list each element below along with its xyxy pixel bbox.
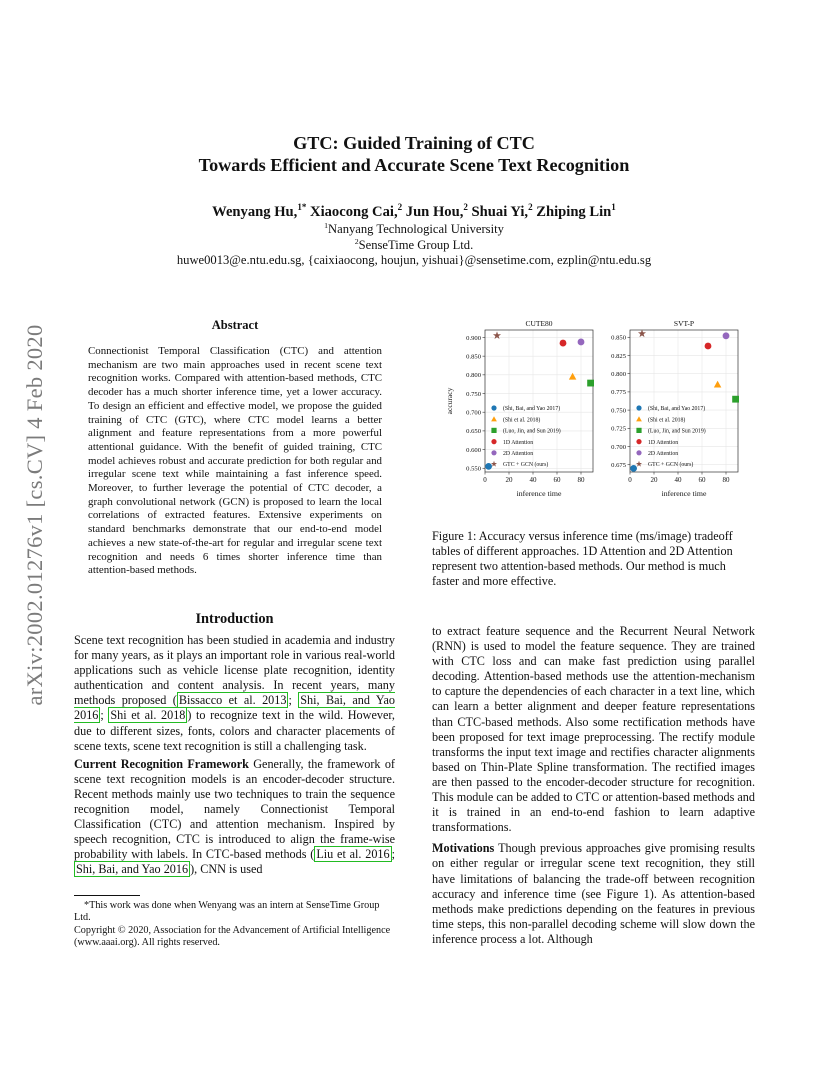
paragraph-run-in-heading: Current Recognition Framework xyxy=(74,756,249,771)
affiliation-text: SenseTime Group Ltd. xyxy=(358,238,474,252)
panel-1-x-tick-label: 80 xyxy=(577,476,585,484)
affiliation-2 xyxy=(100,237,728,253)
panel-1-y-tick-label: 0.800 xyxy=(466,372,481,380)
author-emails: huwe0013@e.ntu.edu.sg, {caixiaocong, houjun, yishuai}@sensetime.com, ezplin@ntu.edu.sg xyxy=(176,253,652,267)
affiliation-mark: 2 xyxy=(354,236,359,246)
panel-1-data-point xyxy=(569,373,576,380)
author-name: Wenyang Hu, xyxy=(212,204,298,220)
author-affil-mark: 1 xyxy=(611,202,616,213)
author-name: Jun Hou, xyxy=(402,204,464,220)
right-paragraph-1: to extract feature sequence and the Recurrent Neural Network (RNN) is used to model the feature sequence. They are trained with CTC loss and can make fast prediction using parallel decoding. Attention-based methods use the attention-mechanism to capture the dependencies of each character in a text line, which can learn a better alignment and deeper feature representations than CTC-based methods. Also some rectification methods have been proposed for text image preprocessing. The rectify module transforms the input text image and rectifies character alignments based on Thin-Plate Spline transformation. The rectified images are then passed to the encoder-decoder structure for recognition. This module can be added to CTC or attention-based methods and it is trained in an end-to-end fashion to learn adaptive transformations. xyxy=(432,624,755,835)
intro-paragraph-2 xyxy=(74,757,395,878)
panel-2-y-tick-label: 0.850 xyxy=(611,334,626,342)
title-line-2: Towards Efficient and Accurate Scene Text Recognition xyxy=(198,155,630,175)
right-column-text xyxy=(432,624,755,947)
paper-title xyxy=(100,132,728,176)
panel-2-x-tick-label: 60 xyxy=(698,476,706,484)
panel-1-legend-label: (Luo, Jin, and Sun 2019) xyxy=(503,428,561,435)
author-name: Xiaocong Cai, xyxy=(306,204,398,220)
footnotes xyxy=(74,900,395,950)
abstract-heading: Abstract xyxy=(211,318,259,332)
citation-sep: ; xyxy=(100,708,109,723)
panel-2-data-point xyxy=(705,343,712,350)
figure-caption: Figure 1: Accuracy versus inference time (ms/image) tradeoff tables of different approaches. 1D Attention and 2D Attention represent two attention-based methods. Our method is much faster and more effective. xyxy=(432,529,733,589)
panel-1-data-point xyxy=(493,331,501,339)
abstract-body: Connectionist Temporal Classification (CTC) and attention mechanism are two main approaches used in recent scene text recognition works. Compared with attention-based methods, CTC decoder has a much shorter inference time, yet a lower accuracy. To design an efficient and effective model, we propose the guided training of CTC (GTC), where CTC model learns a better alignment and feature representations from a more powerful attentional guidance. With the benefit of guided training, CTC model achieves robust and accurate prediction for both regular and irregular scene text while maintaining a fast inference speed. Moreover, to further leverage the potential of CTC decoder, a graph convolutional network (GCN) is proposed to learn the local correlations of extracted features. Extensive experiments on standard benchmarks demonstrate that our end-to-end model achieves a new state-of-the-art for regular and irregular scene text recognition and needs 6 times shorter inference time than attention-based methods. xyxy=(88,345,382,577)
panel-2-legend-swatch xyxy=(636,405,641,410)
panel-1-y-axis-label: accuracy xyxy=(445,387,454,415)
panel-2-y-tick-label: 0.700 xyxy=(611,443,626,451)
introduction-heading: Introduction xyxy=(195,611,274,627)
panel-1-legend-swatch xyxy=(491,450,496,455)
panel-1-legend-swatch xyxy=(491,428,496,433)
panel-1-y-tick-label: 0.750 xyxy=(466,390,481,398)
footnote-divider xyxy=(74,895,140,896)
panel-1-data-point xyxy=(560,340,567,347)
panel-1-y-tick-label: 0.900 xyxy=(466,334,481,342)
panel-1-legend-label: 1D Attention xyxy=(503,439,534,446)
panel-2-chart-title: SVT-P xyxy=(673,319,695,328)
author-footnote: *This work was done when Wenyang was an intern at SenseTime Group Ltd. xyxy=(74,900,380,924)
accuracy-vs-time-chart xyxy=(440,314,750,504)
affiliation-mark: 1 xyxy=(324,220,329,230)
panel-2-y-tick-label: 0.725 xyxy=(611,425,626,433)
author-name: Zhiping Lin xyxy=(532,204,612,220)
arxiv-sidebar-stamp xyxy=(20,295,50,735)
citation-sep: ; xyxy=(391,847,395,862)
citation-link[interactable]: Shi, Bai, and Yao 2016 xyxy=(74,693,396,723)
figure-1 xyxy=(440,314,750,504)
panel-1-legend-label: (Shi, Bai, and Yao 2017) xyxy=(503,406,561,413)
panel-1-x-tick-label: 20 xyxy=(505,476,513,484)
copyright-notice: Copyright © 2020, Association for the Advancement of Artificial Intelligence (www.aaai.org). All rights reserved. xyxy=(74,924,391,949)
citation-sep: ; xyxy=(288,693,299,708)
intro-paragraph-1 xyxy=(74,633,395,754)
citation-link[interactable]: Bissacco et al. 2013 xyxy=(178,693,287,708)
panel-2-x-tick-label: 0 xyxy=(628,476,632,484)
intro-text: Scene text recognition has been studied in academia and industry for many years, as it plays an important role in various real-world applications such as vehicle license plate recognition, identity authentication and content analysis. In recent years, many methods proposed ( xyxy=(74,633,395,708)
panel-1-y-tick-label: 0.550 xyxy=(466,465,481,473)
intro-text: ), CNN is used xyxy=(190,862,263,877)
author-affil-mark: 2 xyxy=(528,202,533,213)
citation-link[interactable]: Shi et al. 2018 xyxy=(110,708,186,723)
panel-1-y-tick-label: 0.650 xyxy=(466,428,481,436)
right-paragraph-2 xyxy=(432,841,755,947)
panel-2-legend-label: (Luo, Jin, and Sun 2019) xyxy=(648,428,706,435)
panel-1-plot-frame xyxy=(485,330,593,472)
panel-1-x-tick-label: 0 xyxy=(483,476,487,484)
citation-link[interactable]: Liu et al. 2016 xyxy=(316,847,390,862)
panel-1-x-axis-label: inference time xyxy=(516,489,562,498)
panel-2-data-point xyxy=(630,465,637,472)
panel-1-legend-label: GTC + GCN (ours) xyxy=(503,462,549,469)
affiliation-1 xyxy=(100,221,728,237)
panel-1-legend-label: (Shi et al. 2018) xyxy=(503,417,541,424)
panel-2-legend-swatch xyxy=(636,450,641,455)
citation-link[interactable]: Shi, Bai, and Yao 2016 xyxy=(76,862,189,877)
panel-2-plot-frame xyxy=(630,330,738,472)
panel-1-data-point xyxy=(587,380,594,387)
panel-2-legend-swatch xyxy=(636,461,642,467)
right-text: Though previous approaches give promising results on either regular or irregular scene text recognition, they still have limitations of balancing the trade-off between recognition accuracy and inference time (see Figure 1). As attention-based methods make predictions depending on the features in previous time steps, this non-parallel decoding scheme will slow down the inference process a lot. Although xyxy=(432,841,755,946)
panel-2-x-tick-label: 80 xyxy=(722,476,730,484)
panel-2-legend-swatch xyxy=(636,416,642,421)
panel-2-x-tick-label: 20 xyxy=(650,476,658,484)
arxiv-identifier: arXiv:2002.01276v1 [cs.CV] 4 Feb 2020 xyxy=(22,324,47,706)
author-affil-mark: 2 xyxy=(397,202,403,213)
panel-2-legend-swatch xyxy=(636,439,641,444)
panel-1-x-tick-label: 40 xyxy=(529,476,537,484)
panel-1-legend-swatch xyxy=(491,416,497,421)
intro-text: ) to recognize text in the wild. However, due to different sizes, fonts, colors and character placements of scene texts, scene text recognition is still a challenging task. xyxy=(74,708,395,753)
panel-2-y-tick-label: 0.675 xyxy=(611,462,626,470)
title-line-1: GTC: Guided Training of CTC xyxy=(293,133,535,153)
panel-2-legend-label: 2D Attention xyxy=(648,451,679,457)
panel-1-chart-title: CUTE80 xyxy=(525,319,553,328)
author-affil-mark: 1* xyxy=(297,202,307,213)
panel-1-legend-swatch xyxy=(491,405,496,410)
panel-2-data-point xyxy=(723,332,730,339)
panel-2-y-tick-label: 0.775 xyxy=(611,389,626,397)
panel-1-data-point xyxy=(485,463,492,470)
panel-2-x-tick-label: 40 xyxy=(674,476,682,484)
panel-1-data-point xyxy=(578,339,585,346)
panel-2-legend-label: (Shi, Bai, and Yao 2017) xyxy=(648,406,706,413)
panel-2-y-tick-label: 0.750 xyxy=(611,407,626,415)
author-name: Shuai Yi, xyxy=(467,204,529,220)
panel-2-y-tick-label: 0.800 xyxy=(611,370,626,378)
panel-1-legend-swatch xyxy=(491,439,496,444)
panel-1-legend-label: 2D Attention xyxy=(503,451,534,457)
intro-text: Generally, the framework of scene text recognition models is an encoder-decoder structure. Recent methods mainly use two techniques to train the sequence recognition model, namely Connectionist Temporal Classification (CTC) and attention mechanism. Inspired by speech recognition, CTC is introduced to align the frame-wise probability with labels. In CTC-based methods ( xyxy=(74,756,395,862)
panel-2-data-point xyxy=(638,329,646,337)
panel-2-y-tick-label: 0.825 xyxy=(611,352,626,360)
panel-2-legend-label: (Shi et al. 2018) xyxy=(648,417,686,424)
panel-1-y-tick-label: 0.700 xyxy=(466,409,481,417)
panel-2-legend-label: GTC + GCN (ours) xyxy=(648,462,694,469)
panel-2-data-point xyxy=(714,381,721,388)
panel-1-y-tick-label: 0.850 xyxy=(466,353,481,361)
panel-2-legend-swatch xyxy=(636,428,641,433)
paragraph-run-in-heading: Motivations xyxy=(432,841,495,856)
panel-2-x-axis-label: inference time xyxy=(661,489,707,498)
panel-1-y-tick-label: 0.600 xyxy=(466,446,481,454)
author-affil-mark: 2 xyxy=(463,202,468,213)
panel-2-data-point xyxy=(732,396,739,403)
panel-2-legend-label: 1D Attention xyxy=(648,439,679,446)
panel-1-x-tick-label: 60 xyxy=(553,476,561,484)
left-column-text xyxy=(74,633,395,878)
affiliation-text: Nanyang Technological University xyxy=(328,222,504,236)
author-list xyxy=(100,203,728,221)
